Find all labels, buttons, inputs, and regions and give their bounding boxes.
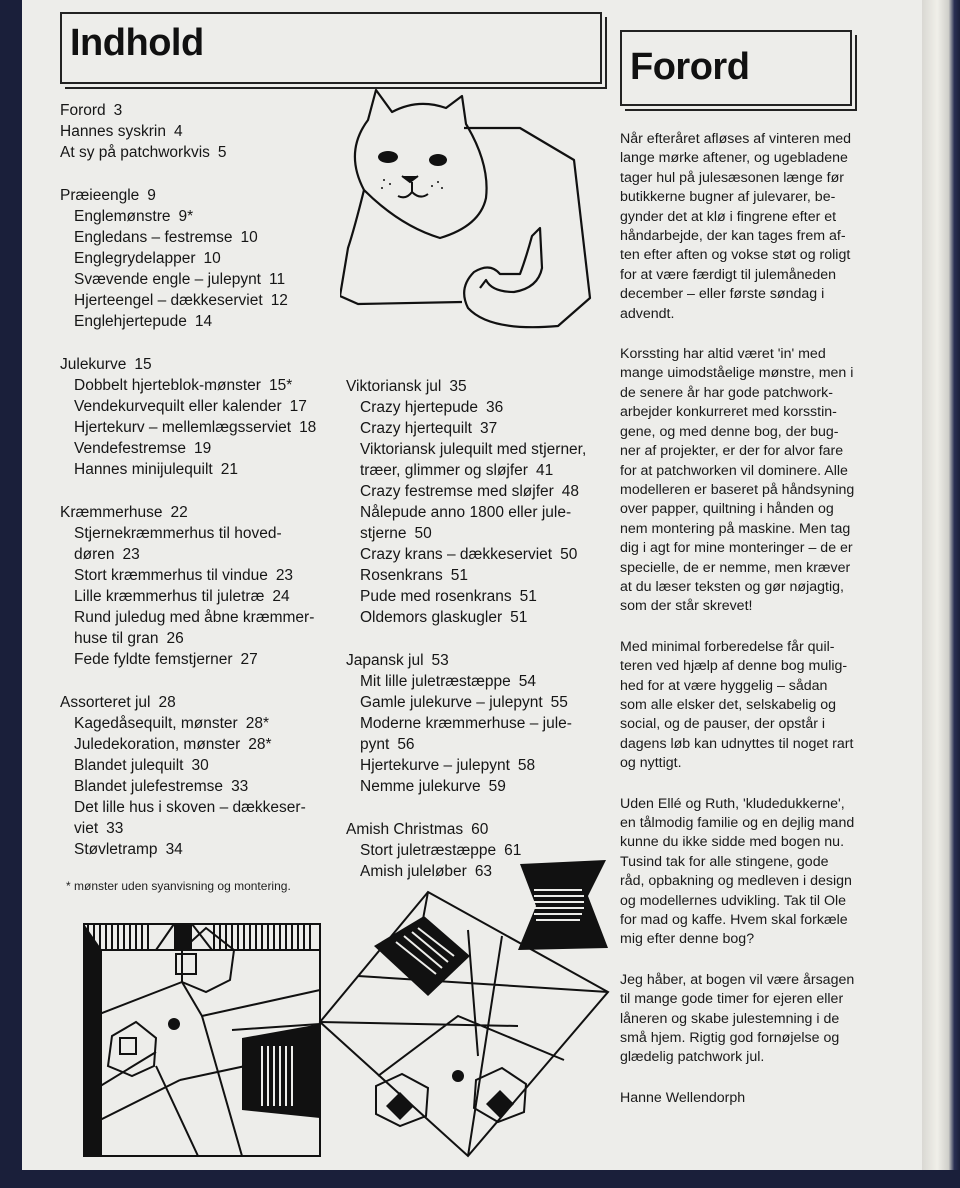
toc-entry [74,755,316,776]
toc-title: Stort juletræstæppe [360,842,497,859]
toc-column-2 [346,376,586,882]
toc-page-number: 58 [517,757,536,774]
toc-entry [74,586,316,607]
toc-section [60,100,316,121]
toc-title: Crazy hjertepude [360,399,479,416]
toc-title: huse til gran [74,630,159,647]
toc-page-number: 9* [178,208,194,225]
toc-entry [74,417,316,438]
page-edges [922,0,960,1188]
toc-page-number: 54 [518,673,536,690]
toc-entry [74,290,316,311]
toc-page-number: 9 [147,187,156,204]
toc-page-number: 4 [173,123,183,140]
toc-section [60,354,316,375]
toc-title: Kagedåsequilt, mønster [74,715,238,732]
toc-gap [60,670,316,692]
toc-entry [360,460,586,481]
toc-section [60,502,316,523]
indhold-heading: Indhold [70,22,204,64]
toc-page-number: 55 [550,694,568,711]
toc-title: Oldemors glaskugler [360,609,503,626]
toc-title: pynt [360,736,390,753]
toc-gap [346,797,586,819]
patchwork-block-right [318,856,618,1166]
toc-title: Hjerteengel – dækkeserviet [74,292,263,309]
toc-page-number: 23 [122,546,140,563]
toc-title: Viktoriansk julequilt med stjerner, [360,441,587,458]
toc-entry [360,565,586,586]
toc-title: Julekurve [60,356,127,373]
cat-left-eye [378,151,398,163]
toc-title: Crazy festremse med sløjfer [360,483,554,500]
toc-page-number: 33 [106,820,124,837]
toc-page-number: 37 [480,420,498,437]
toc-entry [74,565,316,586]
toc-title: Engledans – festremse [74,229,233,246]
toc-title: stjerne [360,525,407,542]
toc-page-number: 30 [191,757,209,774]
toc-page-number: 21 [220,461,238,478]
forord-paragraph: Med minimal forberedelse får quil- teren ved hjælp af denne bog mulig- hed for at være hyggelig – sådan som alle elsker det, selskabelig og social, og de pauser, der opstår i dagens løb kan udnyttes til noget rart og nyttigt. [620,638,854,772]
toc-page-number: 26 [166,630,184,647]
toc-entry [360,692,586,713]
toc-page-number: 12 [270,292,288,309]
toc-page-number: 36 [486,399,504,416]
toc-entry [74,818,316,839]
toc-title: Amish juleløber [360,863,467,880]
forord-paragraph: Uden Ellé og Ruth, 'kludedukkerne', en tålmodig familie og en dejlig mand kunne du ikke sidde med bogen nu. Tusind tak for alle stingene, gode råd, opbakning og medleven i design og modellernes udvikling. Tak til Ole for mad og kaffe. Hvem skal forkæle mig efter denne bog? [620,795,855,948]
toc-title: Mit lille juletræstæppe [360,673,511,690]
toc-page-number: 27 [240,651,258,668]
toc-page-number: 15 [134,356,152,373]
forord-paragraph: Korssting har altid været 'in' med mange uimodståelige mønstre, men i de senere år har gode patchwork- arbejder konkurreret med korsstin- gene, og med denne bog, der bug- ner af projekter, er der for alvor fare for at patchworken vil dominere. Alle modelleren er baseret på håndsyning over papper, quiltning i hånden og nem montering på maskine. Men tag dig i agt for mine monteringer – de er specielle, de er nemme, men kræver at du læser teksten og gør nøjagtig, som der står skrevet! [620,346,855,615]
toc-title: viet [74,820,99,837]
toc-title: Forord [60,102,106,119]
toc-entry [74,206,316,227]
toc-title: Svævende engle – julepynt [74,271,261,288]
toc-title: Vendekurvequilt eller kalender [74,398,282,415]
toc-page-number: 14 [194,313,213,330]
toc-entry [360,481,586,502]
toc-entry [74,628,316,649]
toc-title: Hjertekurve – julepynt [360,757,510,774]
toc-title: døren [74,546,115,563]
toc-title: Nålepude anno 1800 eller jule- [360,504,572,521]
toc-title: Stjernekræmmerhus til hoved- [74,525,282,542]
toc-title: Hjertekurv – mellemlægsserviet [74,419,292,436]
toc-title: Nemme julekurve [360,778,481,795]
toc-page-number: 56 [397,736,415,753]
toc-title: Crazy hjertequilt [360,420,472,437]
toc-page-number: 28 [158,694,176,711]
toc-gap [60,163,316,185]
signature: Hanne Wellendorph [620,1089,746,1106]
toc-section [346,376,586,397]
toc-page-number: 50 [414,525,432,542]
toc-page-number: 17 [289,398,307,415]
toc-section [346,819,586,840]
footnote: * mønster uden syanvisning og montering. [66,879,291,893]
toc-title: Fede fyldte femstjerner [74,651,233,668]
toc-page-number: 51 [450,567,468,584]
toc-page-number: 33 [231,778,249,795]
toc-entry [74,523,316,544]
toc-gap [346,628,586,650]
toc-title: Hannes syskrin [60,123,166,140]
toc-entry [360,586,586,607]
toc-title: Viktoriansk jul [346,378,442,395]
toc-page-number: 51 [519,588,537,605]
cat-illustration [340,88,600,338]
toc-title: Præieengle [60,187,140,204]
spool-left [374,916,470,996]
toc-title: træer, glimmer og sløjfer [360,462,528,479]
toc-entry [360,671,586,692]
patchwork-block-left [82,920,322,1160]
toc-title: Støvletramp [74,841,158,858]
toc-title: Moderne kræmmerhuse – jule- [360,715,572,732]
toc-entry [74,396,316,417]
toc-entry [74,713,316,734]
forord-paragraph: Jeg håber, at bogen vil være årsagen til mange gode timer for ejeren eller låneren og skabe julestemning i de små hjem. Rigtig god fornøjelse og glædelig patchwork jul. [620,971,855,1066]
toc-page-number: 23 [275,567,294,584]
toc-page-number: 63 [474,863,493,880]
forord-paragraph: Når efteråret afløses af vinteren med lange mørke aftener, og ugebladene tager hul på julesæsonen længe før butikkerne bugner af julevarer, be- gynder det at klø i fingrene efter et håndarbejde, der kan tages frem af- ten efter aften og vokse støt og roligt for at være færdigt til julemåneden december – eller første søndag i advendt. [620,131,852,322]
toc-page-number: 18 [299,419,317,436]
forord-heading-box [620,30,852,106]
toc-entry [360,607,586,628]
toc-column-1 [60,100,316,860]
toc-title: Pude med rosenkrans [360,588,512,605]
toc-entry [360,713,586,734]
toc-title: Vendefestremse [74,440,187,457]
toc-page-number: 34 [165,841,183,858]
spool-top [518,860,608,950]
toc-title: Det lille hus i skoven – dækkeser- [74,799,306,816]
toc-entry [74,544,316,565]
toc-entry [360,776,586,797]
toc-page-number: 10 [203,250,221,267]
toc-section [60,142,316,163]
toc-entry [74,375,316,396]
toc-title: Gamle julekurve – julepynt [360,694,543,711]
left-stripe [84,924,102,1156]
toc-page-number: 28* [248,736,272,753]
toc-page-number: 24 [272,588,290,605]
toc-page-number: 10 [240,229,258,246]
cat-right-eye [429,154,447,166]
toc-entry [74,248,316,269]
toc-entry [74,649,316,670]
toc-section [60,121,316,142]
toc-title: Stort kræmmerhus til vindue [74,567,268,584]
toc-title: Englemønstre [74,208,171,225]
toc-title: Crazy krans – dækkeserviet [360,546,553,563]
toc-page-number: 19 [194,440,212,457]
toc-page-number: 3 [113,102,123,119]
toc-title: Englegrydelapper [74,250,196,267]
forord-text [620,130,860,1129]
toc-entry [74,438,316,459]
toc-entry [74,776,316,797]
toc-entry [360,418,586,439]
toc-entry [74,839,316,860]
toc-page-number: 5 [217,144,227,161]
toc-entry [360,734,586,755]
toc-entry [360,397,586,418]
toc-entry [360,544,586,565]
toc-title: Juledekoration, mønster [74,736,241,753]
toc-title: Hannes minijulequilt [74,461,213,478]
forord-heading: Forord [630,46,750,88]
toc-title: At sy på patchworkvis [60,144,210,161]
toc-page-number: 15* [268,377,293,394]
toc-page-number: 59 [488,778,506,795]
toc-page-number: 35 [449,378,467,395]
toc-entry [74,459,316,480]
toc-title: Blandet julefestremse [74,778,224,795]
stripe-block [174,924,192,950]
toc-section [346,650,586,671]
toc-entry [360,439,586,460]
toc-page-number: 28* [245,715,269,732]
toc-page-number: 60 [471,821,489,838]
toc-entry [74,227,316,248]
toc-page-number: 61 [504,842,522,859]
indhold-heading-box [60,12,602,84]
toc-page-number: 51 [510,609,528,626]
toc-entry [74,311,316,332]
toc-entry [360,755,586,776]
toc-page-number: 50 [560,546,578,563]
toc-entry [74,269,316,290]
toc-title: Englehjertepude [74,313,187,330]
toc-entry [360,523,586,544]
toc-title: Rund juledug med åbne kræmmer- [74,609,315,626]
toc-entry [360,502,586,523]
toc-entry [74,797,316,818]
toc-gap [60,332,316,354]
toc-title: Japansk jul [346,652,424,669]
toc-entry [74,734,316,755]
toc-page-number: 22 [170,504,188,521]
toc-entry [74,607,316,628]
toc-title: Rosenkrans [360,567,443,584]
toc-page-number: 11 [269,271,286,288]
toc-section [60,692,316,713]
toc-page-number: 41 [535,462,554,479]
toc-title: Blandet julequilt [74,757,184,774]
toc-page-number: 53 [431,652,449,669]
toc-title: Kræmmerhuse [60,504,163,521]
toc-gap [60,480,316,502]
toc-page-number: 48 [561,483,580,500]
toc-section [60,185,316,206]
toc-title: Assorteret jul [60,694,151,711]
book-cover-edge [0,1170,960,1188]
toc-title: Dobbelt hjerteblok-mønster [74,377,261,394]
toc-title: Amish Christmas [346,821,464,838]
toc-title: Lille kræmmerhus til juletræ [74,588,265,605]
